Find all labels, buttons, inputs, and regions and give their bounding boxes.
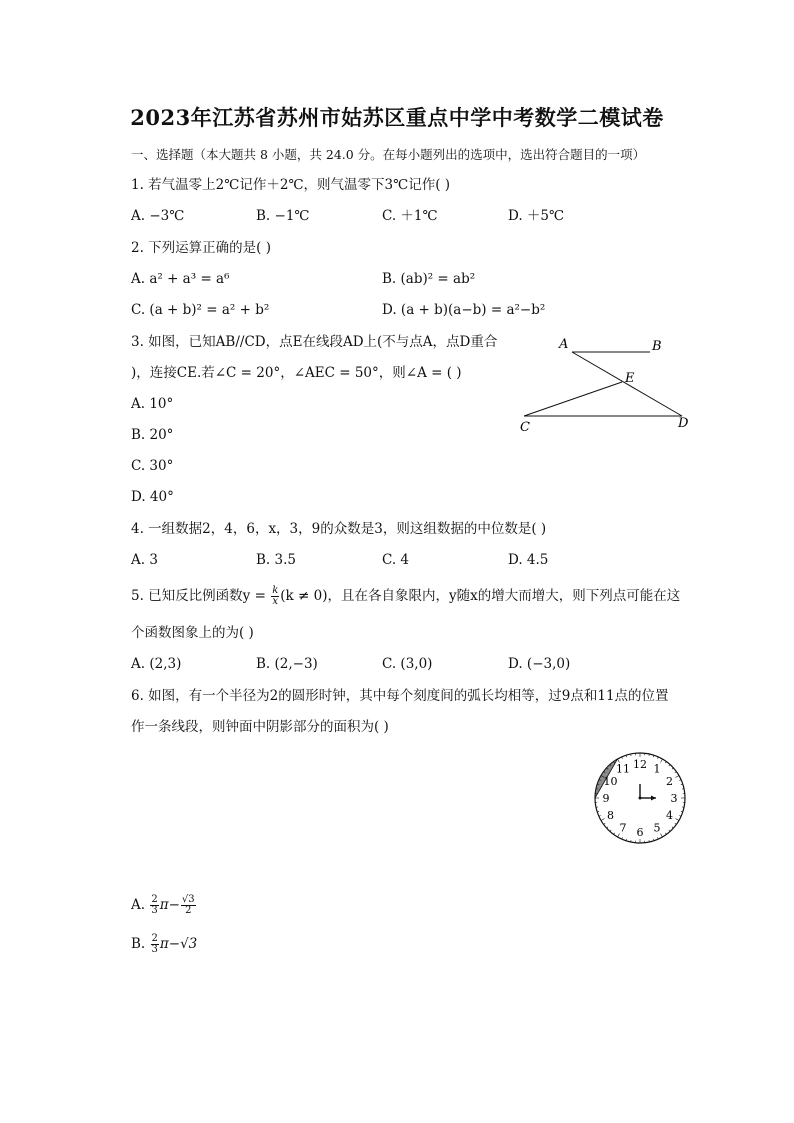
q6-option-a-label: A. (131, 897, 146, 913)
label-c: C (520, 420, 530, 435)
q4-option-c[interactable]: C. 4 (382, 552, 410, 568)
q6-a-frac2-num: √3 (181, 894, 195, 905)
clock-tick (610, 830, 611, 831)
label-e: E (625, 371, 635, 386)
clock-number: 11 (616, 762, 630, 776)
clock-tick (672, 827, 673, 828)
segment-ce (524, 382, 622, 416)
q6-a-frac2 (181, 895, 196, 916)
clock-number: 9 (602, 792, 610, 805)
q3-option-c[interactable]: C. 30° (131, 458, 174, 474)
q3-geometry-figure (510, 330, 710, 440)
q4-option-d[interactable]: D. 4.5 (508, 552, 549, 568)
clock-hand-arrow (651, 796, 656, 801)
q5-option-c[interactable]: C. (3,0) (382, 656, 433, 672)
q6-a-frac1-den: 3 (151, 905, 158, 916)
q6-a-mid: π− (159, 897, 180, 913)
label-b: B (652, 339, 662, 354)
q5-fraction (271, 586, 279, 607)
section-header: 一、选择题（本大题共 8 小题，共 24.0 分。在每小题列出的选项中，选出符合题目的一项） (131, 147, 646, 162)
q6-clock-figure (588, 750, 692, 854)
clock-number: 4 (665, 809, 673, 822)
label-d: D (678, 416, 689, 431)
clock-number: 10 (603, 775, 618, 788)
clock-number: 1 (653, 762, 661, 776)
q3-option-a[interactable]: A. 10° (131, 396, 174, 412)
q6-b-frac1 (151, 934, 159, 955)
question-6-stem-line2: 作一条线段，则钟面中阴影部分的面积为( ) (131, 719, 389, 735)
question-5-stem-line1 (131, 586, 680, 607)
clock-tick (669, 830, 670, 831)
clock-tick (676, 819, 679, 821)
clock-number: 12 (633, 758, 647, 771)
q5-stem-pre: 5. 已知反比例函数y = (131, 588, 271, 604)
question-3-stem-line2: )，连接CE.若∠C = 20°，∠AEC = 50°，则∠A = ( ) (131, 365, 462, 381)
clock-number: 5 (653, 821, 661, 835)
clock-tick (607, 827, 608, 828)
clock-tick (669, 765, 670, 766)
q2-option-a[interactable]: A. a² + a³ = a⁶ (131, 271, 230, 287)
q3-option-b[interactable]: B. 20° (131, 427, 174, 443)
q2-option-c[interactable]: C. (a + b)² = a² + b² (131, 302, 270, 318)
q6-b-frac1-num: 2 (151, 933, 158, 944)
q5-frac-den: x (272, 596, 279, 607)
question-1-stem: 1. 若气温零上2℃记作＋2℃，则气温零下3℃记作( ) (131, 177, 451, 193)
clock-center (639, 797, 642, 800)
question-6-stem-line1: 6. 如图，有一个半径为2的圆形时钟，其中每个刻度间的弧长均相等，过9点和11点的位置 (131, 688, 669, 704)
q1-option-c[interactable]: C. ＋1℃ (382, 208, 438, 224)
clock-number: 7 (619, 821, 627, 835)
q1-option-a[interactable]: A. −3℃ (131, 208, 185, 224)
q6-option-b[interactable] (131, 934, 197, 955)
q6-option-b-label: B. (131, 936, 146, 952)
question-5-stem-line2: 个函数图象上的为( ) (131, 625, 254, 641)
clock-tick (672, 768, 673, 769)
clock-tick (601, 819, 604, 821)
q6-b-frac1-den: 3 (151, 944, 158, 955)
q2-option-d[interactable]: D. (a + b)(a−b) = a²−b² (382, 302, 546, 318)
q4-option-a[interactable]: A. 3 (131, 552, 158, 568)
clock-number: 3 (670, 792, 678, 805)
q5-frac-num: k (272, 585, 279, 596)
q4-option-b[interactable]: B. 3.5 (256, 552, 296, 568)
clock-tick (661, 759, 663, 762)
label-a: A (559, 337, 569, 352)
q5-option-a[interactable]: A. (2,3) (131, 656, 182, 672)
clock-tick (676, 776, 679, 778)
q5-stem-post: (k ≠ 0)，且在各自象限内，y随x的增大而增大，则下列点可能在这 (280, 588, 681, 604)
q6-a-frac2-den: 2 (185, 905, 192, 916)
clock-number: 2 (665, 775, 673, 788)
clock-tick (661, 834, 663, 837)
question-3-stem-line1: 3. 如图，已知AB//CD，点E在线段AD上(不与点A，点D重合 (131, 334, 498, 350)
q6-a-frac1-num: 2 (151, 894, 158, 905)
q5-option-d[interactable]: D. (−3,0) (508, 656, 571, 672)
question-2-stem: 2. 下列运算正确的是( ) (131, 240, 271, 256)
q6-b-tail: π−√3 (159, 936, 198, 952)
clock-number: 6 (636, 826, 644, 839)
question-4-stem: 4. 一组数据2，4，6，x，3，9的众数是3，则这组数据的中位数是( ) (131, 521, 547, 537)
q1-option-d[interactable]: D. ＋5℃ (508, 208, 565, 224)
q6-a-frac1 (150, 895, 158, 916)
q3-option-d[interactable]: D. 40° (131, 489, 174, 505)
clock-number: 8 (607, 809, 615, 822)
q2-option-b[interactable]: B. (ab)² = ab² (382, 271, 476, 287)
q5-option-b[interactable]: B. (2,−3) (256, 656, 318, 672)
q1-option-b[interactable]: B. −1℃ (256, 208, 310, 224)
page-title: 2023年江苏省苏州市姑苏区重点中学中考数学二模试卷 (130, 105, 664, 130)
q6-option-a[interactable] (131, 895, 197, 916)
